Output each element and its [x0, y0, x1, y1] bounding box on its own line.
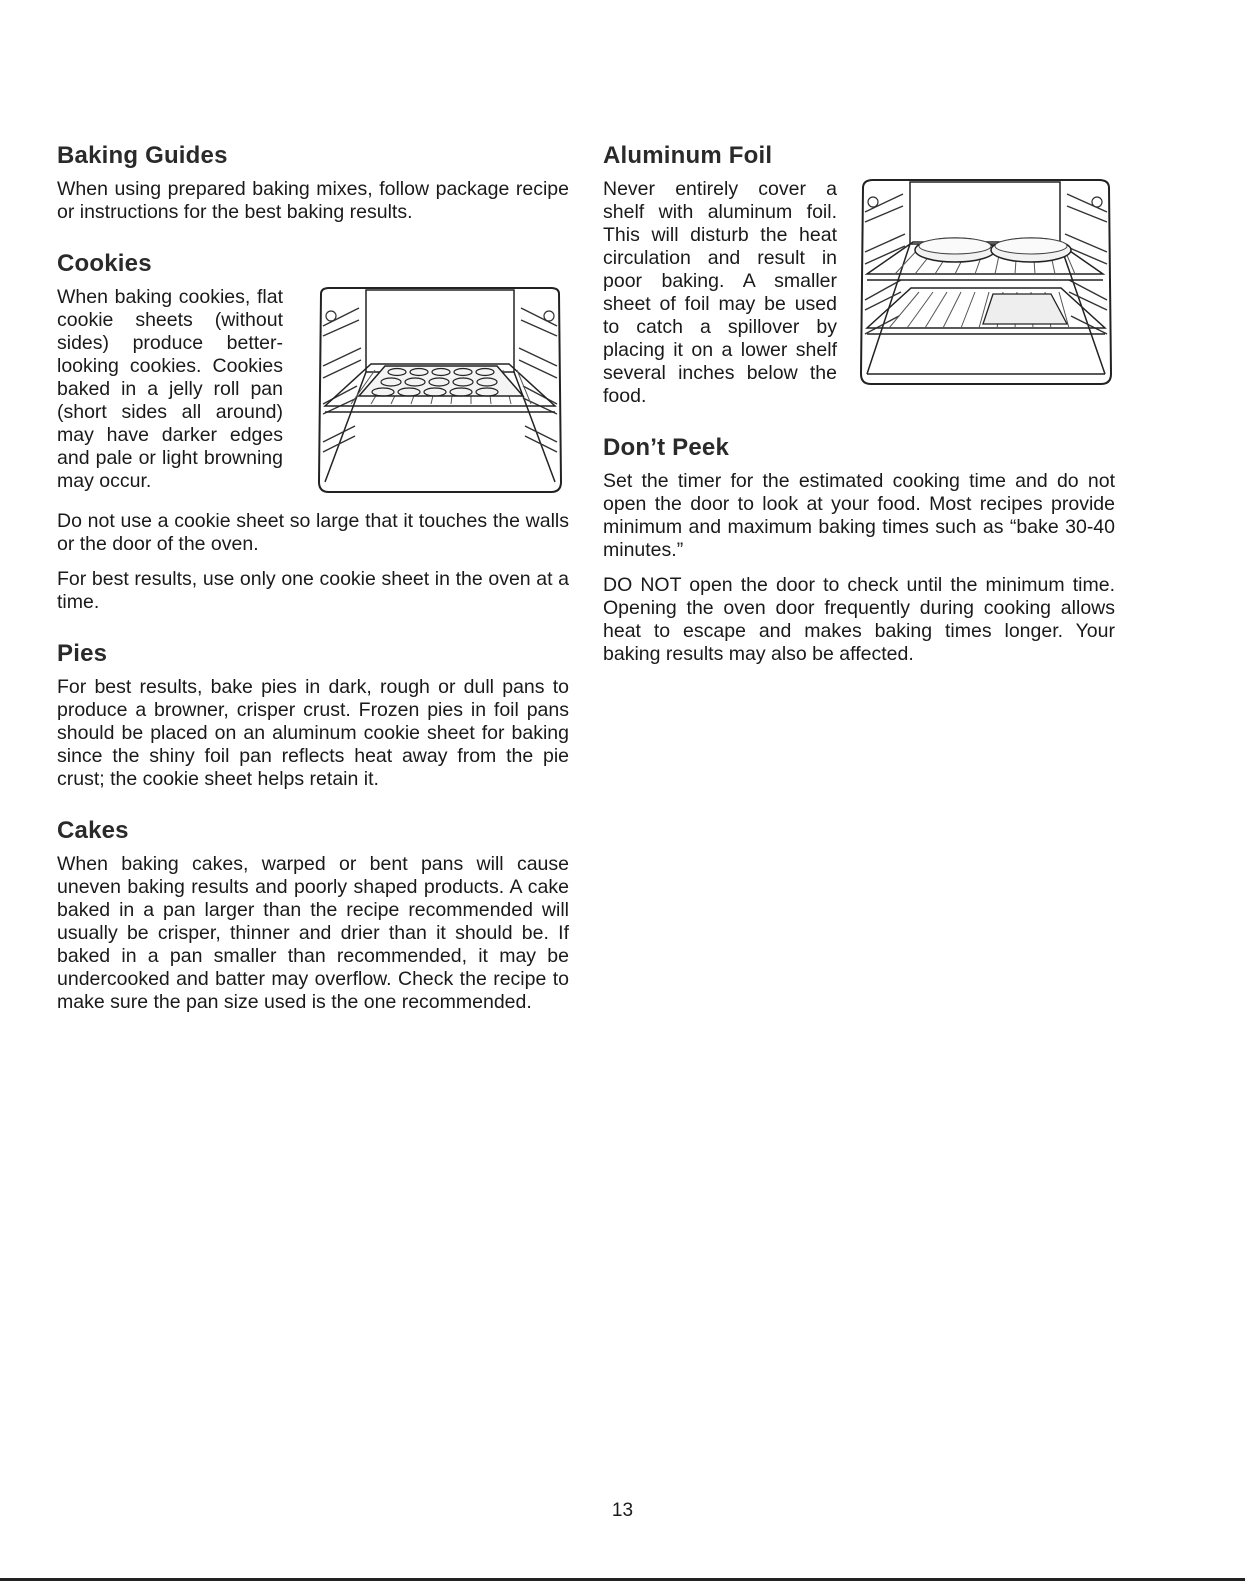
- cookies-heading: Cookies: [57, 250, 152, 277]
- cookies-section: [57, 250, 569, 614]
- oven-foil-shelf-illustration: [855, 178, 1115, 388]
- dont-peek-text-1: Set the timer for the estimated cooking time and do not open the door to look at your food. Most recipes provide minimum and maximum baking times such as “bake 30-40 minutes.”: [603, 470, 1115, 561]
- dont-peek-text-2: DO NOT open the door to check until the minimum time. Opening the oven door frequently during cooking allows heat to escape and makes baking times longer. Your baking results may also be affected.: [603, 574, 1115, 665]
- baking-guides-heading: Baking Guides: [57, 142, 228, 169]
- cookies-text-1: When baking cookies, flat cookie sheets (without sides) produce better-looking cookies. Cookies baked in a jelly roll pan (short sides all around) may have darker edges and pale or light browning may occur.: [57, 286, 283, 492]
- cookies-text-3: For best results, use only one cookie sheet in the oven at a time.: [57, 568, 569, 613]
- cakes-text: When baking cakes, warped or bent pans will cause uneven baking results and poorly shaped products. A cake baked in a pan larger than the recipe recommended will usually be crisper, thinner and drier than it should be. If baked in a pan smaller than recommended, it may be undercooked and batter may overflow. Check the recipe to make sure the pan size used is the one recommended.: [57, 853, 569, 1013]
- page-number: 13: [611, 1500, 634, 1521]
- cakes-heading: Cakes: [57, 817, 129, 844]
- cakes-section: [57, 817, 569, 1014]
- right-column: [603, 142, 1115, 666]
- bottom-rule: [0, 1578, 1245, 1581]
- dont-peek-heading: Don’t Peek: [603, 434, 730, 461]
- left-column: [57, 142, 569, 1014]
- oven-cookie-sheet-illustration: [311, 286, 569, 498]
- aluminum-foil-section: [603, 142, 1115, 408]
- baking-guides-section: [57, 142, 569, 224]
- aluminum-foil-text: Never entirely cover a shelf with aluminum foil. This will disturb the heat circulation and result in poor baking. A smaller sheet of foil may be used to catch a spillover by placing it on a lower shelf several inches below the food.: [603, 178, 837, 407]
- cookies-text-2: Do not use a cookie sheet so large that it touches the walls or the door of the oven.: [57, 510, 569, 555]
- pies-heading: Pies: [57, 640, 108, 667]
- aluminum-foil-heading: Aluminum Foil: [603, 142, 773, 169]
- pies-section: [57, 640, 569, 791]
- pies-text: For best results, bake pies in dark, rough or dull pans to produce a browner, crisper crust. Frozen pies in foil pans should be placed on an aluminum cookie sheet for baking since the shiny foil pan reflects heat away from the pie crust; the cookie sheet helps retain it.: [57, 676, 569, 790]
- dont-peek-section: [603, 434, 1115, 666]
- baking-guides-text: When using prepared baking mixes, follow package recipe or instructions for the best baking results.: [57, 178, 569, 223]
